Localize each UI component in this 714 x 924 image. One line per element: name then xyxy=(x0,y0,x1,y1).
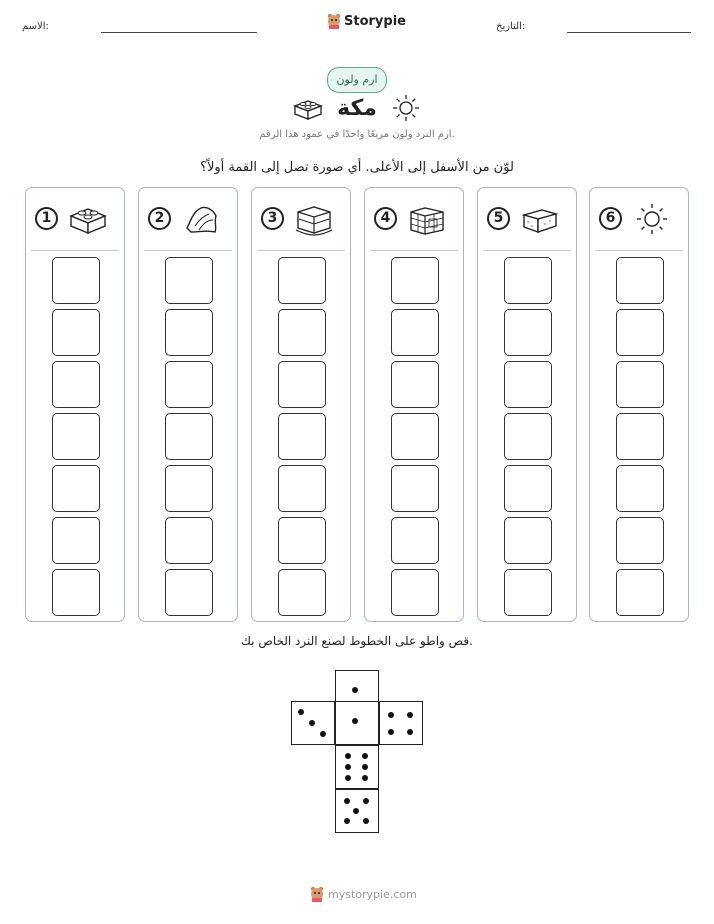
color-box[interactable] xyxy=(616,361,664,408)
color-box[interactable] xyxy=(504,257,552,304)
logo-text: Storypie xyxy=(344,13,406,29)
logo-bear-icon xyxy=(310,886,324,902)
color-box[interactable] xyxy=(391,517,439,564)
lego-brick-icon xyxy=(68,202,108,236)
color-box[interactable] xyxy=(165,309,213,356)
color-box[interactable] xyxy=(616,309,664,356)
roll-and-color-badge: ارم ولون xyxy=(327,67,387,93)
color-box[interactable] xyxy=(278,361,326,408)
logo-bear-icon xyxy=(327,13,341,29)
color-box[interactable] xyxy=(278,569,326,616)
footer xyxy=(310,886,417,902)
column-number: 2 xyxy=(148,207,171,230)
column-1 xyxy=(25,187,125,622)
die-face-1[interactable] xyxy=(335,701,379,745)
color-box[interactable] xyxy=(504,361,552,408)
cloth-icon xyxy=(181,202,221,236)
color-box[interactable] xyxy=(52,413,100,460)
color-box[interactable] xyxy=(278,413,326,460)
name-label: الاسم: xyxy=(22,21,49,32)
stone-block-icon xyxy=(520,202,560,236)
column-number: 5 xyxy=(487,207,510,230)
color-box[interactable] xyxy=(165,517,213,564)
column-2 xyxy=(138,187,238,622)
color-box[interactable] xyxy=(504,569,552,616)
color-box[interactable] xyxy=(165,465,213,512)
page-title: مكة xyxy=(337,96,377,121)
color-box[interactable] xyxy=(278,257,326,304)
footer-url[interactable]: mystorypie.com xyxy=(328,887,417,901)
color-box[interactable] xyxy=(391,309,439,356)
question-text: لوّن من الأسفل إلى الأعلى. أي صورة تصل إلى القمة أولاً؟ xyxy=(200,160,514,175)
color-box[interactable] xyxy=(52,517,100,564)
color-box[interactable] xyxy=(391,413,439,460)
color-box[interactable] xyxy=(165,257,213,304)
storypie-logo xyxy=(327,13,406,29)
date-label: التاريخ: xyxy=(496,21,526,32)
sun-icon xyxy=(632,202,672,236)
date-line[interactable] xyxy=(567,32,691,33)
name-line[interactable] xyxy=(101,32,257,33)
cut-instruction: قص واطو على الخطوط لصنع النرد الخاص بك. xyxy=(241,634,473,648)
color-box[interactable] xyxy=(616,413,664,460)
color-box[interactable] xyxy=(278,465,326,512)
color-box[interactable] xyxy=(52,309,100,356)
color-box[interactable] xyxy=(391,569,439,616)
color-box[interactable] xyxy=(391,257,439,304)
column-5 xyxy=(477,187,577,622)
color-box[interactable] xyxy=(165,361,213,408)
color-box[interactable] xyxy=(165,569,213,616)
color-box[interactable] xyxy=(504,517,552,564)
color-box[interactable] xyxy=(504,465,552,512)
color-box[interactable] xyxy=(391,361,439,408)
color-box[interactable] xyxy=(52,465,100,512)
die-face-4[interactable] xyxy=(379,701,423,745)
color-box[interactable] xyxy=(616,465,664,512)
column-number: 1 xyxy=(35,207,58,230)
color-box[interactable] xyxy=(165,413,213,460)
column-4 xyxy=(364,187,464,622)
color-box[interactable] xyxy=(391,465,439,512)
column-6 xyxy=(589,187,689,622)
column-number: 3 xyxy=(261,207,284,230)
sun-icon xyxy=(392,94,420,122)
kaaba-icon xyxy=(294,202,334,236)
stone-wall-icon xyxy=(407,202,447,236)
color-box[interactable] xyxy=(616,257,664,304)
color-box[interactable] xyxy=(278,517,326,564)
color-box[interactable] xyxy=(616,569,664,616)
die-face-3[interactable] xyxy=(291,701,335,745)
die-face-6[interactable] xyxy=(335,745,379,789)
color-box[interactable] xyxy=(278,309,326,356)
column-number: 4 xyxy=(374,207,397,230)
column-number: 6 xyxy=(599,207,622,230)
color-box[interactable] xyxy=(616,517,664,564)
color-box[interactable] xyxy=(52,257,100,304)
die-face-5[interactable] xyxy=(335,789,379,833)
color-box[interactable] xyxy=(52,569,100,616)
color-box[interactable] xyxy=(52,361,100,408)
column-3 xyxy=(251,187,351,622)
color-box[interactable] xyxy=(504,309,552,356)
instructions-subtitle: ارم النرد ولون مربعًا واحدًا في عمود هذا الرقم. xyxy=(259,129,455,140)
color-box[interactable] xyxy=(504,413,552,460)
